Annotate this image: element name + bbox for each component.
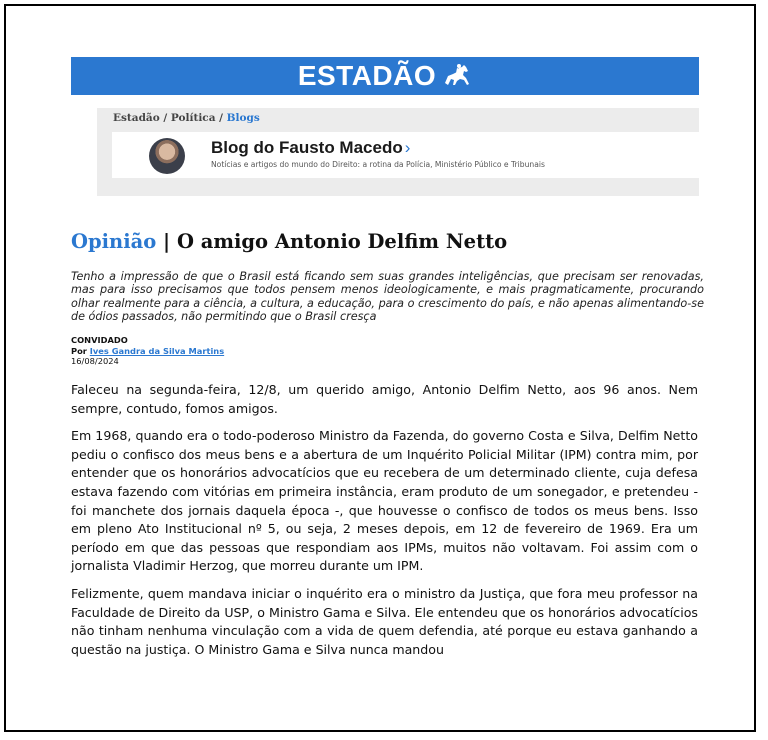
byline: CONVIDADO Por Ives Gandra da Silva Martins 16/08/2024 [71,335,225,366]
chevron-right-icon: › [404,138,411,157]
article-body [71,381,698,668]
section-label[interactable]: Opinião [71,230,157,253]
avatar [149,138,185,174]
breadcrumb-politica[interactable]: Política [170,112,216,124]
author-link[interactable]: Ives Gandra da Silva Martins [89,345,225,356]
kicker-label: CONVIDADO [71,335,128,345]
paragraph: Faleceu na segunda-feira, 12/8, um querido amigo, Antonio Delfim Netto, aos 96 anos. Nem sempre, contudo, fomos amigos. [71,382,698,416]
paragraph: Em 1968, quando era o todo-poderoso Ministro da Fazenda, do governo Costa e Silva, Delfim Netto pediu o confisco dos meus bens e a abertura de um Inquérito Policial Militar (IPM) contra mim, por entender que os honorários advocatícios que eu recebera de um determinado cliente, cuja defesa estava fazendo com vitórias em primeira instância, eram produto de um sonegador, e pretendeu - foi manchete dos jornais daquela época -, que houvesse o confisco de todos os meus bens. Isso em pleno Ato Institucional nº 5, ou seja, 2 meses depois, em 12 de fevereiro de 1969. Era um período em que das pessoas que respondiam aos IPMs, muitos não voltavam. Foi assim com o jornalista Vladimir Herzog, que morreu durante um IPM. [71,428,698,574]
blog-title[interactable]: Blog do Fausto Macedo › [211,138,411,157]
article-lede: Tenho a impressão de que o Brasil está ficando sem suas grandes inteligências, que precisam ser renovadas, mas para isso precisamos que todos pensem menos ideologicamente, e mais pragmaticamente, procurando olhar realmente para a ciência, a cultura, a educação, para o crescimento do país, e não apenas alimentando-se de ódios passados, não permitindo que o Brasil cresça [71,270,704,323]
horse-rider-icon [442,63,472,89]
masthead[interactable] [71,57,699,95]
article-headline: Opinião | O amigo Antonio Delfim Netto [71,230,508,253]
publish-date: 16/08/2024 [71,356,119,366]
paragraph: Felizmente, quem mandava iniciar o inquérito era o ministro da Justiça, que fora meu professor na Faculdade de Direito da USP, o Ministro Gama e Silva. Ele entendeu que os honorários advocatícios não tinham nenhuma vinculação com a vida de quem defendia, até porque eu estava ganhando a questão na justiça. O Ministro Gama e Silva nunca mandou [71,585,698,657]
breadcrumb-blogs[interactable]: Blogs [226,112,260,124]
blog-header [97,108,699,196]
blog-subtitle: Notícias e artigos do mundo do Direito: a rotina da Polícia, Ministério Público e Tribunais [211,160,545,169]
breadcrumb: Estadão / Política / Blogs [113,112,260,124]
breadcrumb-estadao[interactable]: Estadão [113,112,160,124]
article-title: O amigo Antonio Delfim Netto [176,230,508,253]
estadao-logo[interactable]: ESTADÃO [297,60,437,91]
blog-card[interactable] [112,132,711,178]
